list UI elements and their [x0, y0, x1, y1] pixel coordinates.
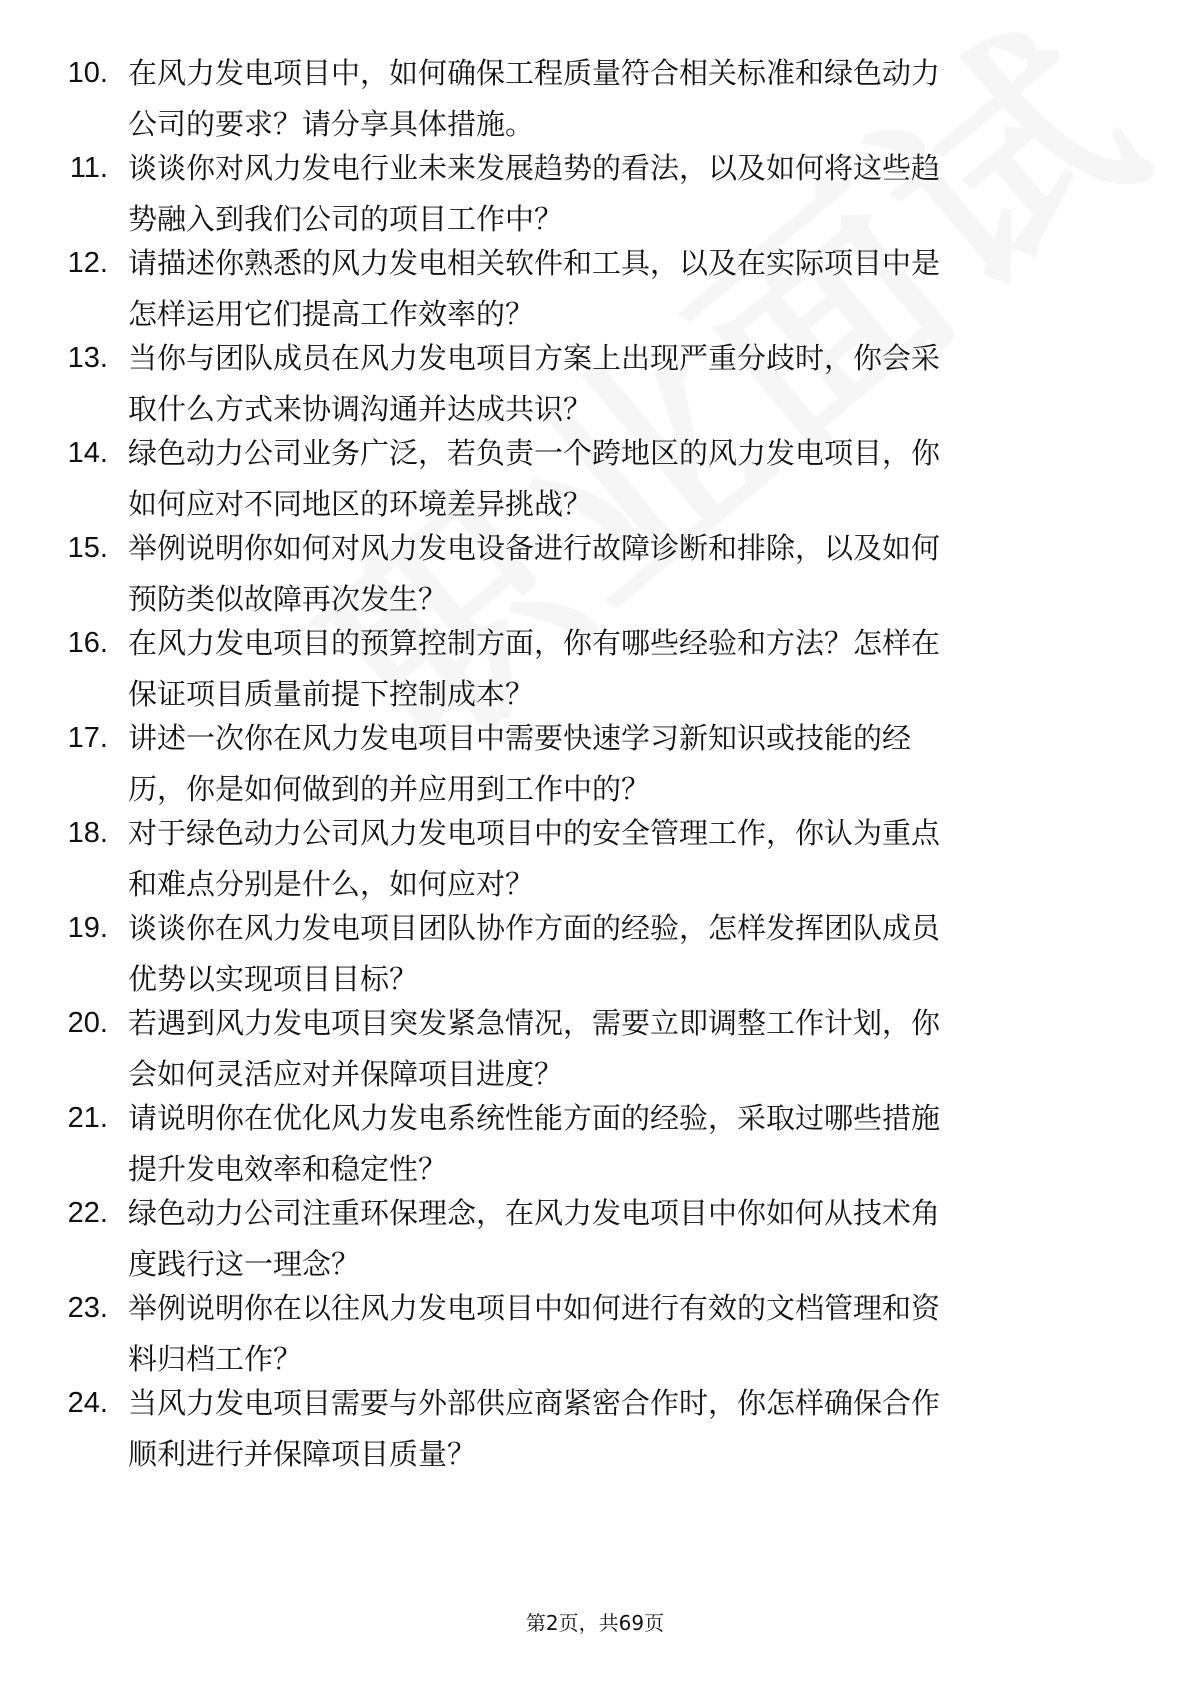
- question-item: [0, 1283, 1190, 1376]
- question-number: 12.: [67, 247, 108, 279]
- question-line: 请说明你在优化风力发电系统性能方面的经验，采取过哪些措施: [128, 1101, 941, 1135]
- question-item: [0, 333, 1190, 426]
- question-number: 10.: [67, 57, 108, 89]
- question-line: 举例说明你如何对风力发电设备进行故障诊断和排除，以及如何: [128, 531, 941, 565]
- question-text: [128, 523, 1114, 625]
- question-item: [0, 713, 1190, 806]
- question-number: 13.: [67, 342, 108, 374]
- question-line: 势融入到我们公司的项目工作中？: [128, 202, 564, 236]
- question-text: [128, 238, 1114, 340]
- question-line: 对于绿色动力公司风力发电项目中的安全管理工作，你认为重点: [128, 816, 941, 850]
- question-line: 优势以实现项目目标？: [128, 962, 419, 996]
- question-line: 若遇到风力发电项目突发紧急情况，需要立即调整工作计划，你: [128, 1006, 941, 1040]
- question-item: [0, 1093, 1190, 1186]
- question-item: [0, 903, 1190, 996]
- question-line: 度践行这一理念？: [128, 1247, 361, 1281]
- question-number: 18.: [67, 817, 108, 849]
- question-item: [0, 618, 1190, 711]
- question-number: 19.: [67, 912, 108, 944]
- question-number: 15.: [67, 532, 108, 564]
- question-line: 谈谈你对风力发电行业未来发展趋势的看法，以及如何将这些趋: [128, 151, 941, 185]
- question-line: 在风力发电项目的预算控制方面，你有哪些经验和方法？怎样在: [128, 626, 941, 660]
- question-item: [0, 143, 1190, 236]
- question-line: 会如何灵活应对并保障项目进度？: [128, 1057, 564, 1091]
- question-line: 和难点分别是什么，如何应对？: [128, 867, 535, 901]
- question-line: 取什么方式来协调沟通并达成共识？: [128, 392, 593, 426]
- question-text: [128, 1378, 1114, 1480]
- question-line: 当你与团队成员在风力发电项目方案上出现严重分歧时，你会采: [128, 341, 941, 375]
- question-line: 在风力发电项目中，如何确保工程质量符合相关标准和绿色动力: [128, 56, 941, 90]
- question-number: 23.: [67, 1292, 108, 1324]
- question-text: [128, 998, 1114, 1100]
- question-text: [128, 618, 1114, 720]
- question-line: 预防类似故障再次发生？: [128, 582, 448, 616]
- question-line: 讲述一次你在风力发电项目中需要快速学习新知识或技能的经: [128, 721, 912, 755]
- question-line: 谈谈你在风力发电项目团队协作方面的经验，怎样发挥团队成员: [128, 911, 941, 945]
- question-text: [128, 428, 1114, 530]
- question-line: 绿色动力公司业务广泛，若负责一个跨地区的风力发电项目，你: [128, 436, 941, 470]
- question-item: [0, 808, 1190, 901]
- question-item: [0, 48, 1190, 141]
- question-line: 料归档工作？: [128, 1342, 303, 1376]
- question-item: [0, 1188, 1190, 1281]
- question-number: 20.: [67, 1007, 108, 1039]
- question-number: 21.: [67, 1102, 108, 1134]
- question-line: 当风力发电项目需要与外部供应商紧密合作时，你怎样确保合作: [128, 1386, 941, 1420]
- question-number: 16.: [67, 627, 108, 659]
- question-number: 11.: [69, 152, 108, 184]
- question-number: 17.: [67, 722, 108, 754]
- question-text: [128, 48, 1114, 150]
- question-item: [0, 998, 1190, 1091]
- question-line: 怎样运用它们提高工作效率的？: [128, 297, 535, 331]
- question-item: [0, 523, 1190, 616]
- question-item: [0, 1378, 1190, 1471]
- question-text: [128, 808, 1114, 910]
- question-number: 24.: [67, 1387, 108, 1419]
- question-line: 绿色动力公司注重环保理念，在风力发电项目中你如何从技术角: [128, 1196, 941, 1230]
- question-text: [128, 333, 1114, 435]
- question-item: [0, 238, 1190, 331]
- question-line: 请描述你熟悉的风力发电相关软件和工具，以及在实际项目中是: [128, 246, 941, 280]
- page-number-label: 第2页，共69页: [525, 1611, 665, 1635]
- question-line: 提升发电效率和稳定性？: [128, 1152, 448, 1186]
- question-line: 顺利进行并保障项目质量？: [128, 1437, 477, 1471]
- question-item: [0, 428, 1190, 521]
- question-text: [128, 143, 1114, 245]
- question-text: [128, 903, 1114, 1005]
- question-line: 保证项目质量前提下控制成本？: [128, 677, 535, 711]
- question-number: 14.: [67, 437, 108, 469]
- question-text: [128, 1188, 1114, 1290]
- question-line: 如何应对不同地区的环境差异挑战？: [128, 487, 593, 521]
- question-text: [128, 713, 1114, 815]
- question-text: [128, 1283, 1114, 1385]
- question-line: 历，你是如何做到的并应用到工作中的？: [128, 772, 651, 806]
- question-line: 公司的要求？请分享具体措施。: [128, 107, 535, 141]
- page-footer: [0, 1609, 1190, 1637]
- question-line: 举例说明你在以往风力发电项目中如何进行有效的文档管理和资: [128, 1291, 941, 1325]
- question-number: 22.: [67, 1197, 108, 1229]
- question-text: [128, 1093, 1114, 1195]
